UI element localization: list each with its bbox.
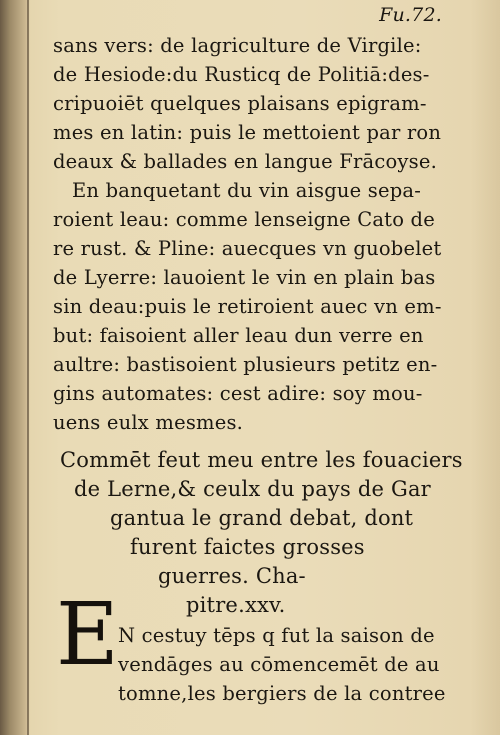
text-line: uens eulx mesmes. bbox=[53, 411, 244, 434]
heading-line: de Lerne,& ceulx du pays de Gar bbox=[74, 477, 431, 501]
heading-line: gantua le grand debat, dont bbox=[110, 506, 414, 530]
text-line: vendāges au cōmencemēt de au bbox=[118, 653, 440, 676]
heading-line: pitre.xxv. bbox=[186, 593, 286, 617]
heading-line: furent faictes grosses bbox=[130, 535, 365, 559]
text-line: re rust. & Pline: auecques vn guobelet bbox=[53, 237, 442, 260]
page-gutter bbox=[0, 0, 30, 735]
text-line: mes en latin: puis le mettoient par ron bbox=[53, 121, 442, 144]
text-line: sin deau:puis le retiroient auec vn em- bbox=[53, 295, 442, 318]
text-line: N cestuy tēps q fut la saison de bbox=[118, 624, 435, 647]
drop-capital: E bbox=[56, 585, 119, 685]
folio-number: Fu.72. bbox=[379, 4, 442, 26]
text-line: de Hesiode:du Rusticq de Politiā:des- bbox=[53, 63, 430, 86]
text-line: but: faisoient aller leau dun verre en bbox=[53, 324, 424, 347]
text-line: aultre: bastisoient plusieurs petitz en- bbox=[53, 353, 438, 376]
binding-crease bbox=[27, 0, 29, 735]
text-line: tomne,les bergiers de la contree bbox=[118, 682, 446, 705]
text-line: roient leau: comme lenseigne Cato de bbox=[53, 208, 435, 231]
text-line: deaux & ballades en langue Frācoyse. bbox=[53, 150, 437, 173]
text-line: cripuoiēt quelques plaisans epigram- bbox=[53, 92, 427, 115]
heading-line: guerres. Cha- bbox=[158, 564, 306, 588]
text-line: En banquetant du vin aisgue sepa- bbox=[72, 179, 422, 202]
text-line: gins automates: cest adire: soy mou- bbox=[53, 382, 423, 405]
heading-line: Commēt feut meu entre les fouaciers bbox=[60, 448, 463, 472]
text-line: sans vers: de lagriculture de Virgile: bbox=[53, 34, 422, 57]
text-line: de Lyerre: lauoient le vin en plain bas bbox=[53, 266, 436, 289]
